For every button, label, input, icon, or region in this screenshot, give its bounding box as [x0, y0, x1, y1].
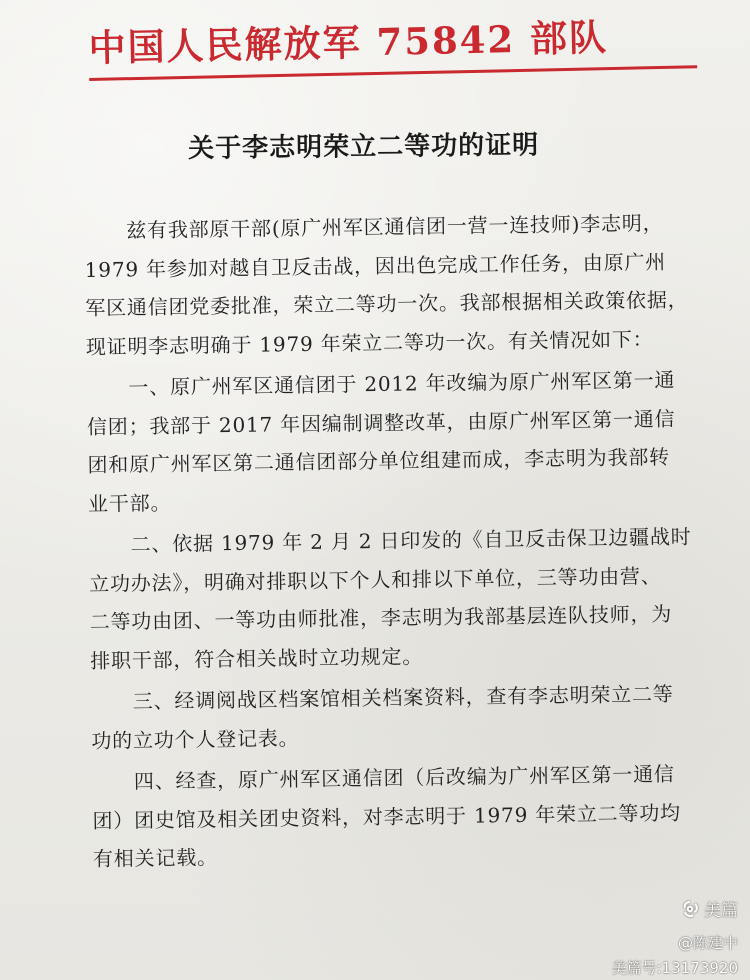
document-header — [88, 5, 699, 90]
watermark-author: @陈建中 — [677, 934, 738, 952]
meipian-logo-icon — [680, 899, 700, 919]
body-line: 三、经调阅战区档案馆相关档案资料，查有李志明荣立二等 — [132, 681, 674, 714]
body-line: 排职干部，符合相关战时立功规定。 — [90, 643, 424, 673]
body-line: 二等功由团、一等功由师批准，李志明为我部基层连队技师，为 — [89, 601, 673, 634]
body-line: 功的立功个人登记表。 — [91, 725, 300, 753]
document-title: 关于李志明荣立二等功的证明 — [188, 130, 540, 164]
body-line: 团）团史馆及相关团史资料，对李志明于 1979 年荣立二等功均 — [92, 800, 682, 833]
body-line: 信团；我部于 2017 年因编制调整改革，由原广州军区第一通信 — [86, 406, 676, 439]
body-line: 一、原广州军区通信团于 2012 年改编为原广州军区第一通 — [128, 367, 676, 400]
watermark-id: 美篇号:13173920 — [611, 959, 738, 977]
watermark-brand — [680, 896, 738, 921]
body-line: 立功办法》，明确对排职以下个人和排以下单位，三等功由营、 — [89, 563, 662, 596]
body-line: 业干部。 — [87, 490, 172, 516]
body-line: 有相关记载。 — [92, 845, 219, 871]
body-line: 团和原广州军区第二通信团部分单位组建而成，李志明为我部转 — [87, 444, 671, 477]
body-line: 军区通信团党委批准，荣立二等功一次。我部根据相关政策依据， — [85, 287, 689, 320]
body-line: 现证明李志明确于 1979 年荣立二等功一次。有关情况如下： — [85, 326, 654, 359]
body-line: 二、依据 1979 年 2 月 2 日印发的《自卫反击保卫边疆战时 — [130, 524, 692, 557]
org-header: 中国人民解放军 75842 部队 — [88, 15, 609, 70]
body-line: 兹有我部原干部(原广州军区通信团一营一连技师)李志明， — [126, 210, 664, 243]
body-line: 1979 年参加对越自卫反击战，因出色完成工作任务，由原广州 — [84, 249, 667, 282]
body-line: 四、经查，原广州军区通信团（后改编为广州军区第一通信 — [133, 761, 675, 794]
watermark-brand-label: 美篇 — [704, 901, 738, 921]
document-body — [84, 203, 713, 878]
